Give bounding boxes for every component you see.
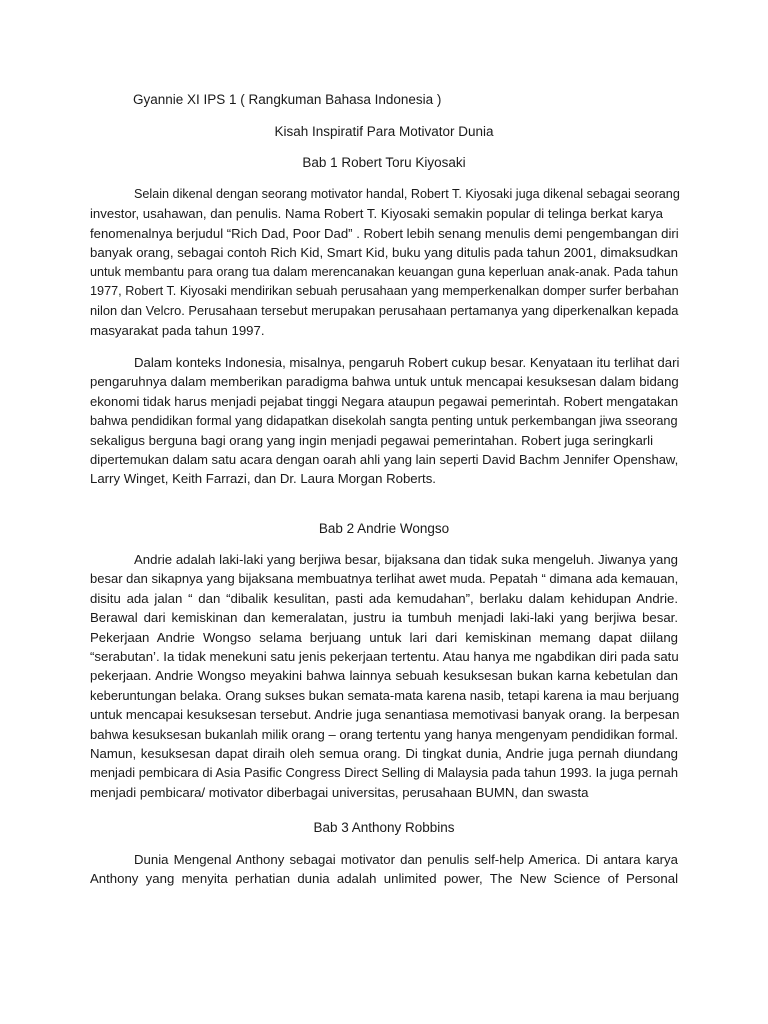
chapter-heading: Bab 3 Anthony Robbins <box>313 820 455 835</box>
paragraph-line: pengaruhnya dalam memberikan paradigma bahwa untuk untuk mencapai kesuksesan dalam bidang <box>90 374 679 390</box>
paragraph-line: Larry Winget, Keith Farrazi, dan Dr. Laura Morgan Roberts. <box>90 471 436 487</box>
paragraph-line: Dalam konteks Indonesia, misalnya, pengaruh Robert cukup besar. Kenyataan itu terlihat dari <box>134 355 680 370</box>
paragraph-line: Selain dikenal dengan seorang motivator handal, Robert T. Kiyosaki juga dikenal sebagai seorang <box>134 187 680 201</box>
paragraph <box>90 550 678 802</box>
paragraph-line: Berawal dari kemiskinan dan kemeralatan, justru ia tumbuh menjadi laki-laki yang berjiwa besar. <box>90 610 678 626</box>
paragraph-line: fenomenalnya berjudul “Rich Dad, Poor Dad” . Robert lebih senang menulis demi pengembangan diri <box>90 225 679 241</box>
document-title: Kisah Inspiratif Para Motivator Dunia <box>274 124 494 139</box>
paragraph-line: dipertemukan dalam satu acara dengan oarah ahli yang lain seperti David Bachm Jennifer Openshaw, <box>90 452 679 468</box>
paragraph-line: investor, usahawan, dan penulis. Nama Robert T. Kiyosaki semakin popular di telinga berkat karya <box>90 206 663 222</box>
paragraph-line: Namun, kesuksesan dapat diraih oleh semua orang. Di tingkat dunia, Andrie juga pernah diundang <box>90 746 678 762</box>
paragraph-line: pekerjaan. Andrie Wongso meyakini bahwa lainnya sebuah kesuksesan bukan karna kebetulan dan <box>90 668 678 684</box>
paragraph-line: untuk mencapai kesuksesan tersebut. Andrie juga senantiasa memotivasi banyak orang. Ia berpesan <box>90 707 680 723</box>
paragraph-line: Anthony yang menyita perhatian dunia adalah unlimited power, The New Science of Personal <box>90 871 678 887</box>
paragraph-line: Pekerjaan Andrie Wongso selama berjuang untuk lari dari kemiskinan memang dapat diilang <box>90 629 678 645</box>
paragraph-line: menjadi pembicara/ motivator diberbagai universitas, perusahaan BUMN, dan swasta <box>90 784 589 800</box>
chapter-heading: Bab 1 Robert Toru Kiyosaki <box>302 155 466 170</box>
chapter-heading: Bab 2 Andrie Wongso <box>318 521 450 536</box>
paragraph <box>90 185 678 340</box>
paragraph-line: besar dan sikapnya yang bijaksana membuatnya terlihat awet muda. Pepatah “ dimana ada kemauan, <box>90 571 679 587</box>
paragraph-line: bahwa kesuksesan bukanlah milik orang – orang tertentu yang hanya mengenyam pendidikan formal. <box>90 726 679 742</box>
paragraph-line: untuk membantu para orang tua dalam merencanakan keuangan guna keperluan anak-anak. Pada tahun <box>90 264 679 279</box>
paragraph-line: banyak orang, sebagai contoh Rich Kid, Smart Kid, buku yang ditulis pada tahun 2001, dimaksudkan <box>90 245 678 261</box>
paragraph-line: 1977, Robert T. Kiyosaki mendirikan sebuah perusahaan yang memperkenalkan domper surfer berbahan <box>90 284 679 299</box>
paragraph-line: Dunia Mengenal Anthony sebagai motivator dan penulis self-help America. Di antara karya <box>134 852 678 867</box>
document-header: Gyannie XI IPS 1 ( Rangkuman Bahasa Indonesia ) <box>133 92 442 107</box>
paragraph <box>90 850 678 889</box>
paragraph-line: keberuntungan belaka. Orang sukses bukan semata-mata karena nasib, tetapi karena ia mau berjuang <box>90 687 680 703</box>
paragraph-line: “serabutan’. Ia tidak menekuni satu jenis pekerjaan tertentu. Atau hanya me ngabdikan diri pada satu <box>90 649 679 665</box>
paragraph <box>90 353 678 489</box>
paragraph-line: nilon dan Velcro. Perusahaan tersebut merupakan perusahaan pertamanya yang diperkenalkan kepada <box>90 303 679 319</box>
paragraph-line: disitu ada jalan “ dan “dibalik kesulitan, pasti ada kemudahan”, berlaku dalam kehidupan Andrie. <box>90 590 678 606</box>
paragraph-line: ekonomi tidak harus menjadi pejabat tinggi Negara ataupun pegawai pemerintah. Robert mengatakan <box>90 393 679 409</box>
paragraph-line: Andrie adalah laki-laki yang berjiwa besar, bijaksana dan tidak suka mengeluh. Jiwanya yang <box>134 552 678 567</box>
paragraph-line: menjadi pembicara di Asia Pasific Congress Direct Selling di Malaysia pada tahun 1993. Ia juga pernah <box>90 765 678 781</box>
paragraph-line: masyarakat pada tahun 1997. <box>90 322 265 338</box>
paragraph-line: bahwa pendidikan formal yang didapatkan disekolah sangta penting untuk perkembangan jiwa sseorang <box>90 413 678 429</box>
paragraph-line: sekaligus berguna bagi orang yang ingin menjadi pegawai pemerintahan. Robert juga seringkarli <box>90 432 654 448</box>
